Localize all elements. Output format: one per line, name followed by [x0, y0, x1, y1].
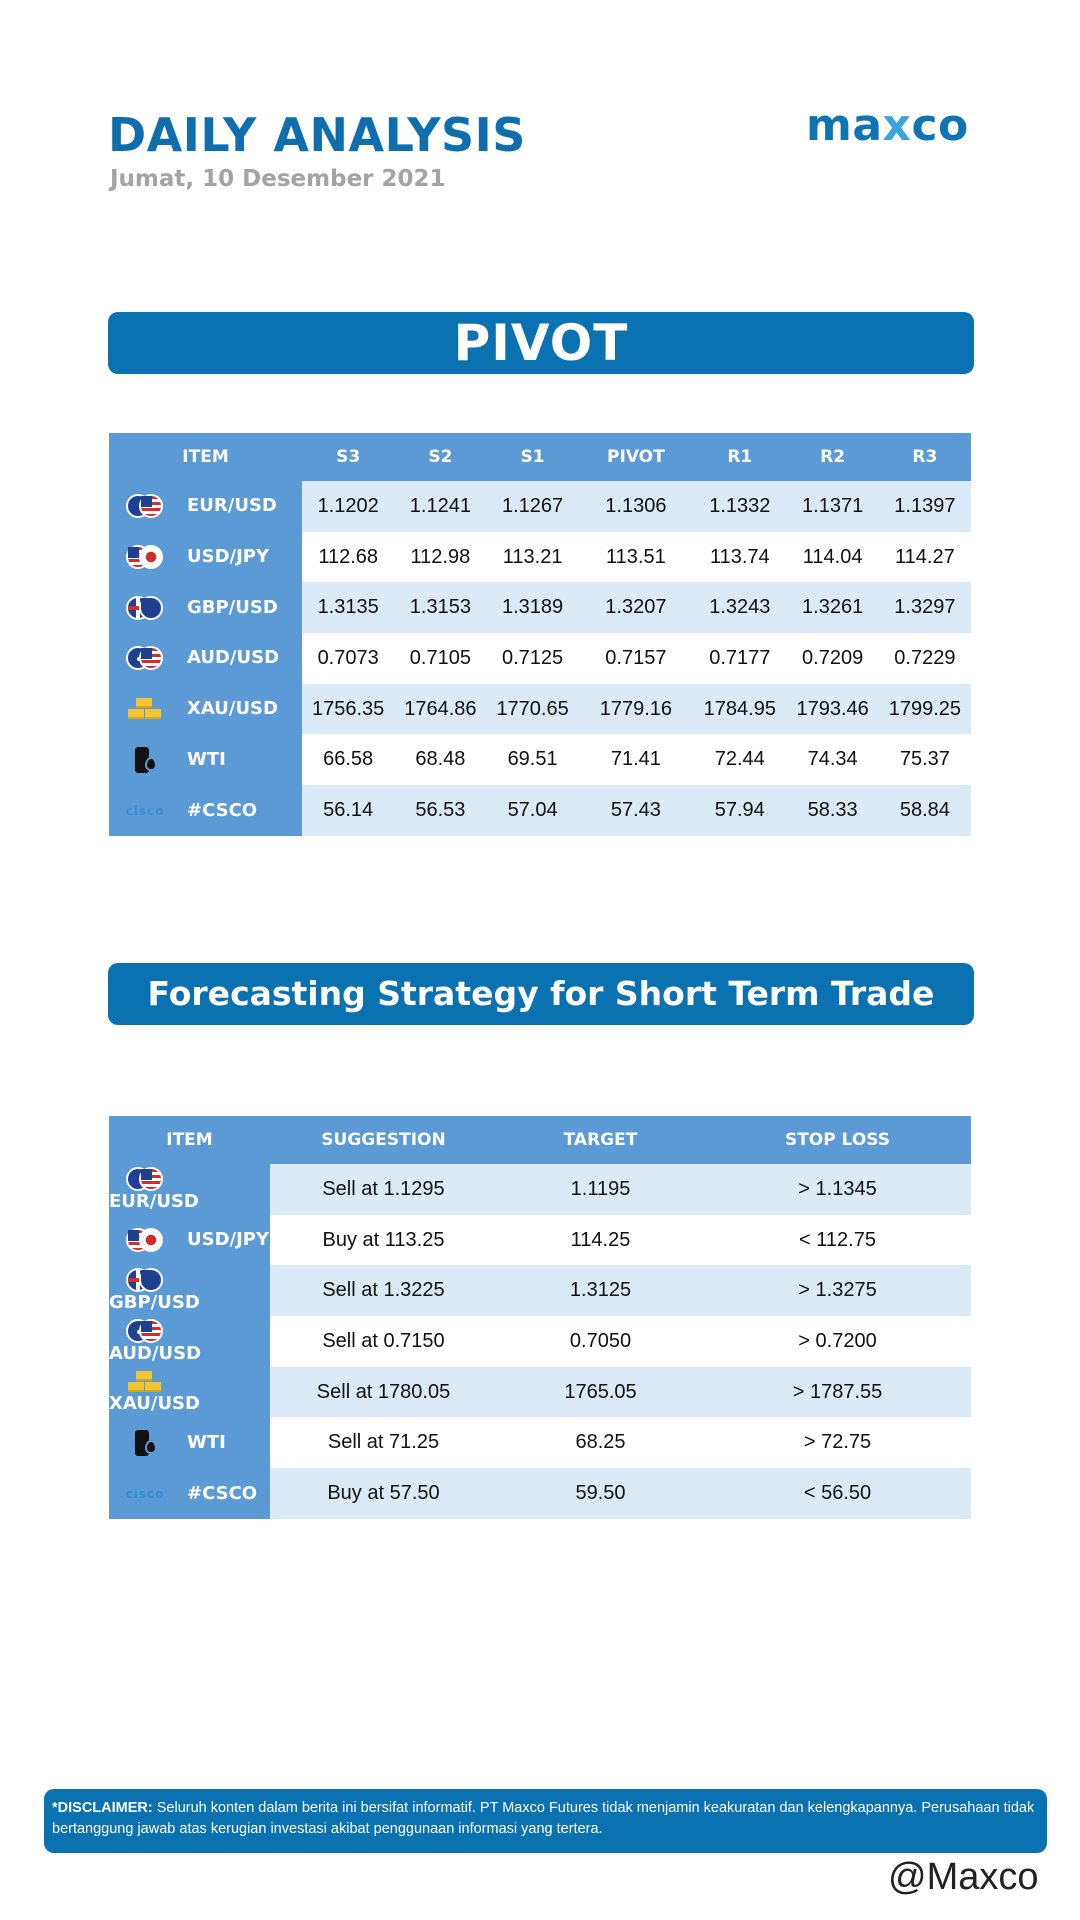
table-row — [109, 582, 971, 633]
forecast-value-cell: > 1.1345 — [704, 1164, 971, 1215]
pivot-table — [109, 433, 971, 836]
pivot-col-s2: S2 — [394, 433, 486, 481]
table-row — [109, 1265, 971, 1316]
us-jp-flag-icon — [125, 545, 165, 569]
pivot-value-cell: 1.1332 — [693, 481, 786, 532]
forecast-banner: Forecasting Strategy for Short Term Trade — [108, 963, 974, 1025]
item-label: EUR/USD — [109, 1190, 199, 1212]
forecast-value-cell: 68.25 — [497, 1417, 704, 1468]
disclaimer-text: Seluruh konten dalam berita ini bersifat informatif. PT Maxco Futures tidak menjamin keakuratan dan kelengkapannya. Perusahaan tidak bertanggung jawab atas kerugian investasi akibat penggunaan informasi yang tertera. — [52, 1800, 1035, 1837]
eu-us-flag-icon — [125, 1167, 165, 1191]
pivot-value-cell: 113.51 — [579, 532, 693, 583]
pivot-value-cell: 114.04 — [787, 532, 879, 583]
forecast-value-cell: > 0.7200 — [704, 1316, 971, 1367]
forecast-item-cell — [109, 1164, 270, 1215]
item-label: AUD/USD — [109, 1342, 202, 1364]
pivot-value-cell: 56.53 — [394, 785, 486, 836]
pivot-value-cell: 0.7125 — [486, 633, 578, 684]
pivot-value-cell: 0.7229 — [879, 633, 971, 684]
forecast-item-cell — [109, 1468, 270, 1519]
pivot-value-cell: 1.3297 — [879, 582, 971, 633]
item-label: WTI — [187, 1431, 226, 1453]
pivot-col-s3: S3 — [302, 433, 394, 481]
pivot-value-cell: 0.7105 — [394, 633, 486, 684]
pivot-value-cell: 68.48 — [394, 734, 486, 785]
pivot-item-cell — [109, 734, 302, 785]
disclaimer-box — [44, 1789, 1047, 1853]
forecast-item-cell — [109, 1417, 270, 1468]
table-row — [109, 481, 971, 532]
gb-us-flag-icon — [125, 1268, 165, 1292]
table-row — [109, 1164, 971, 1215]
pivot-value-cell: 75.37 — [879, 734, 971, 785]
forecast-table — [109, 1116, 971, 1519]
forecast-value-cell: Buy at 113.25 — [270, 1215, 497, 1266]
forecast-value-cell: Sell at 0.7150 — [270, 1316, 497, 1367]
pivot-value-cell: 57.94 — [693, 785, 786, 836]
pivot-col-r2: R2 — [787, 433, 879, 481]
cisco-logo-text: cisco — [125, 804, 165, 819]
pivot-value-cell: 1.1397 — [879, 481, 971, 532]
table-row — [109, 532, 971, 583]
forecast-value-cell: > 1787.55 — [704, 1367, 971, 1418]
forecast-value-cell: 0.7050 — [497, 1316, 704, 1367]
pivot-value-cell: 1.3135 — [302, 582, 394, 633]
gb-us-flag-icon — [125, 596, 165, 620]
au-us-flag-icon — [125, 646, 165, 670]
pivot-value-cell: 69.51 — [486, 734, 578, 785]
table-row — [109, 734, 971, 785]
item-label: EUR/USD — [187, 495, 277, 517]
logo-text-left: ma — [806, 100, 883, 151]
pivot-col-r1: R1 — [693, 433, 786, 481]
cisco-logo-icon — [125, 1483, 165, 1504]
pivot-value-cell: 1.1267 — [486, 481, 578, 532]
forecast-value-cell: > 72.75 — [704, 1417, 971, 1468]
pivot-value-cell: 1.3261 — [787, 582, 879, 633]
forecast-item-cell — [109, 1367, 270, 1418]
pivot-value-cell: 1770.65 — [486, 684, 578, 735]
table-row — [109, 785, 971, 836]
forecast-item-cell — [109, 1316, 270, 1367]
forecast-col-suggestion: SUGGESTION — [270, 1116, 497, 1164]
pivot-value-cell: 1.3243 — [693, 582, 786, 633]
maxco-logo — [806, 100, 969, 151]
pivot-item-cell — [109, 582, 302, 633]
pivot-col-s1: S1 — [486, 433, 578, 481]
gold-bars-icon — [125, 698, 165, 720]
table-row — [109, 1468, 971, 1519]
forecast-item-cell — [109, 1215, 270, 1266]
table-row — [109, 1417, 971, 1468]
pivot-value-cell: 0.7177 — [693, 633, 786, 684]
item-label: AUD/USD — [187, 647, 280, 669]
cisco-logo-icon — [125, 800, 165, 821]
pivot-item-cell — [109, 633, 302, 684]
forecast-value-cell: > 1.3275 — [704, 1265, 971, 1316]
pivot-value-cell: 1784.95 — [693, 684, 786, 735]
pivot-value-cell: 1.1371 — [787, 481, 879, 532]
pivot-value-cell: 1.1306 — [579, 481, 693, 532]
forecast-value-cell: Sell at 1780.05 — [270, 1367, 497, 1418]
pivot-value-cell: 57.43 — [579, 785, 693, 836]
item-label: GBP/USD — [187, 596, 278, 618]
pivot-col-item: ITEM — [109, 433, 302, 481]
forecast-value-cell: < 56.50 — [704, 1468, 971, 1519]
table-row — [109, 1316, 971, 1367]
watermark: @Maxco — [888, 1856, 1039, 1898]
forecast-value-cell: 114.25 — [497, 1215, 704, 1266]
pivot-item-cell — [109, 684, 302, 735]
pivot-item-cell — [109, 532, 302, 583]
cisco-logo-text: cisco — [125, 1487, 165, 1502]
pivot-value-cell: 1.3189 — [486, 582, 578, 633]
forecast-value-cell: 59.50 — [497, 1468, 704, 1519]
eu-us-flag-icon — [125, 494, 165, 518]
pivot-value-cell: 72.44 — [693, 734, 786, 785]
pivot-value-cell: 1799.25 — [879, 684, 971, 735]
forecast-value-cell: Sell at 1.3225 — [270, 1265, 497, 1316]
pivot-value-cell: 113.74 — [693, 532, 786, 583]
au-us-flag-icon — [125, 1319, 165, 1343]
forecast-value-cell: < 112.75 — [704, 1215, 971, 1266]
pivot-value-cell: 1.1202 — [302, 481, 394, 532]
item-label: XAU/USD — [187, 698, 278, 720]
item-label: WTI — [187, 748, 226, 770]
pivot-value-cell: 71.41 — [579, 734, 693, 785]
item-label: XAU/USD — [109, 1392, 200, 1414]
pivot-value-cell: 0.7209 — [787, 633, 879, 684]
forecast-header-row — [109, 1116, 971, 1164]
page-title: DAILY ANALYSIS — [108, 108, 526, 162]
pivot-value-cell: 0.7073 — [302, 633, 394, 684]
pivot-value-cell: 0.7157 — [579, 633, 693, 684]
pivot-banner: PIVOT — [108, 312, 974, 374]
table-row — [109, 684, 971, 735]
pivot-value-cell: 1764.86 — [394, 684, 486, 735]
pivot-value-cell: 58.33 — [787, 785, 879, 836]
pivot-value-cell: 1.1241 — [394, 481, 486, 532]
pivot-value-cell: 1779.16 — [579, 684, 693, 735]
forecast-value-cell: 1.3125 — [497, 1265, 704, 1316]
table-row — [109, 1367, 971, 1418]
forecast-value-cell: 1.1195 — [497, 1164, 704, 1215]
forecast-value-cell: 1765.05 — [497, 1367, 704, 1418]
report-date: Jumat, 10 Desember 2021 — [110, 166, 446, 192]
logo-text-right: co — [911, 100, 969, 151]
item-label: #CSCO — [187, 1482, 258, 1504]
oil-barrel-icon — [125, 1430, 165, 1456]
logo-text-x: x — [882, 100, 912, 151]
pivot-value-cell: 112.68 — [302, 532, 394, 583]
pivot-value-cell: 114.27 — [879, 532, 971, 583]
forecast-col-stop-loss: STOP LOSS — [704, 1116, 971, 1164]
us-jp-flag-icon — [125, 1228, 165, 1252]
pivot-value-cell: 57.04 — [486, 785, 578, 836]
table-row — [109, 633, 971, 684]
pivot-value-cell: 58.84 — [879, 785, 971, 836]
pivot-value-cell: 1756.35 — [302, 684, 394, 735]
pivot-col-pivot: PIVOT — [579, 433, 693, 481]
forecast-col-target: TARGET — [497, 1116, 704, 1164]
item-label: #CSCO — [187, 799, 258, 821]
pivot-value-cell: 112.98 — [394, 532, 486, 583]
forecast-value-cell: Sell at 71.25 — [270, 1417, 497, 1468]
pivot-value-cell: 56.14 — [302, 785, 394, 836]
pivot-value-cell: 66.58 — [302, 734, 394, 785]
pivot-value-cell: 1.3153 — [394, 582, 486, 633]
forecast-col-item: ITEM — [109, 1116, 270, 1164]
table-row — [109, 1215, 971, 1266]
item-label: USD/JPY — [187, 1229, 270, 1251]
pivot-item-cell — [109, 785, 302, 836]
forecast-value-cell: Buy at 57.50 — [270, 1468, 497, 1519]
pivot-item-cell — [109, 481, 302, 532]
item-label: GBP/USD — [109, 1292, 200, 1314]
pivot-header-row — [109, 433, 971, 481]
forecast-item-cell — [109, 1265, 270, 1316]
forecast-value-cell: Sell at 1.1295 — [270, 1164, 497, 1215]
pivot-value-cell: 74.34 — [787, 734, 879, 785]
pivot-value-cell: 113.21 — [486, 532, 578, 583]
pivot-value-cell: 1793.46 — [787, 684, 879, 735]
pivot-value-cell: 1.3207 — [579, 582, 693, 633]
disclaimer-label: *DISCLAIMER: — [52, 1800, 153, 1816]
item-label: USD/JPY — [187, 546, 270, 568]
pivot-col-r3: R3 — [879, 433, 971, 481]
oil-barrel-icon — [125, 747, 165, 773]
gold-bars-icon — [125, 1371, 165, 1393]
